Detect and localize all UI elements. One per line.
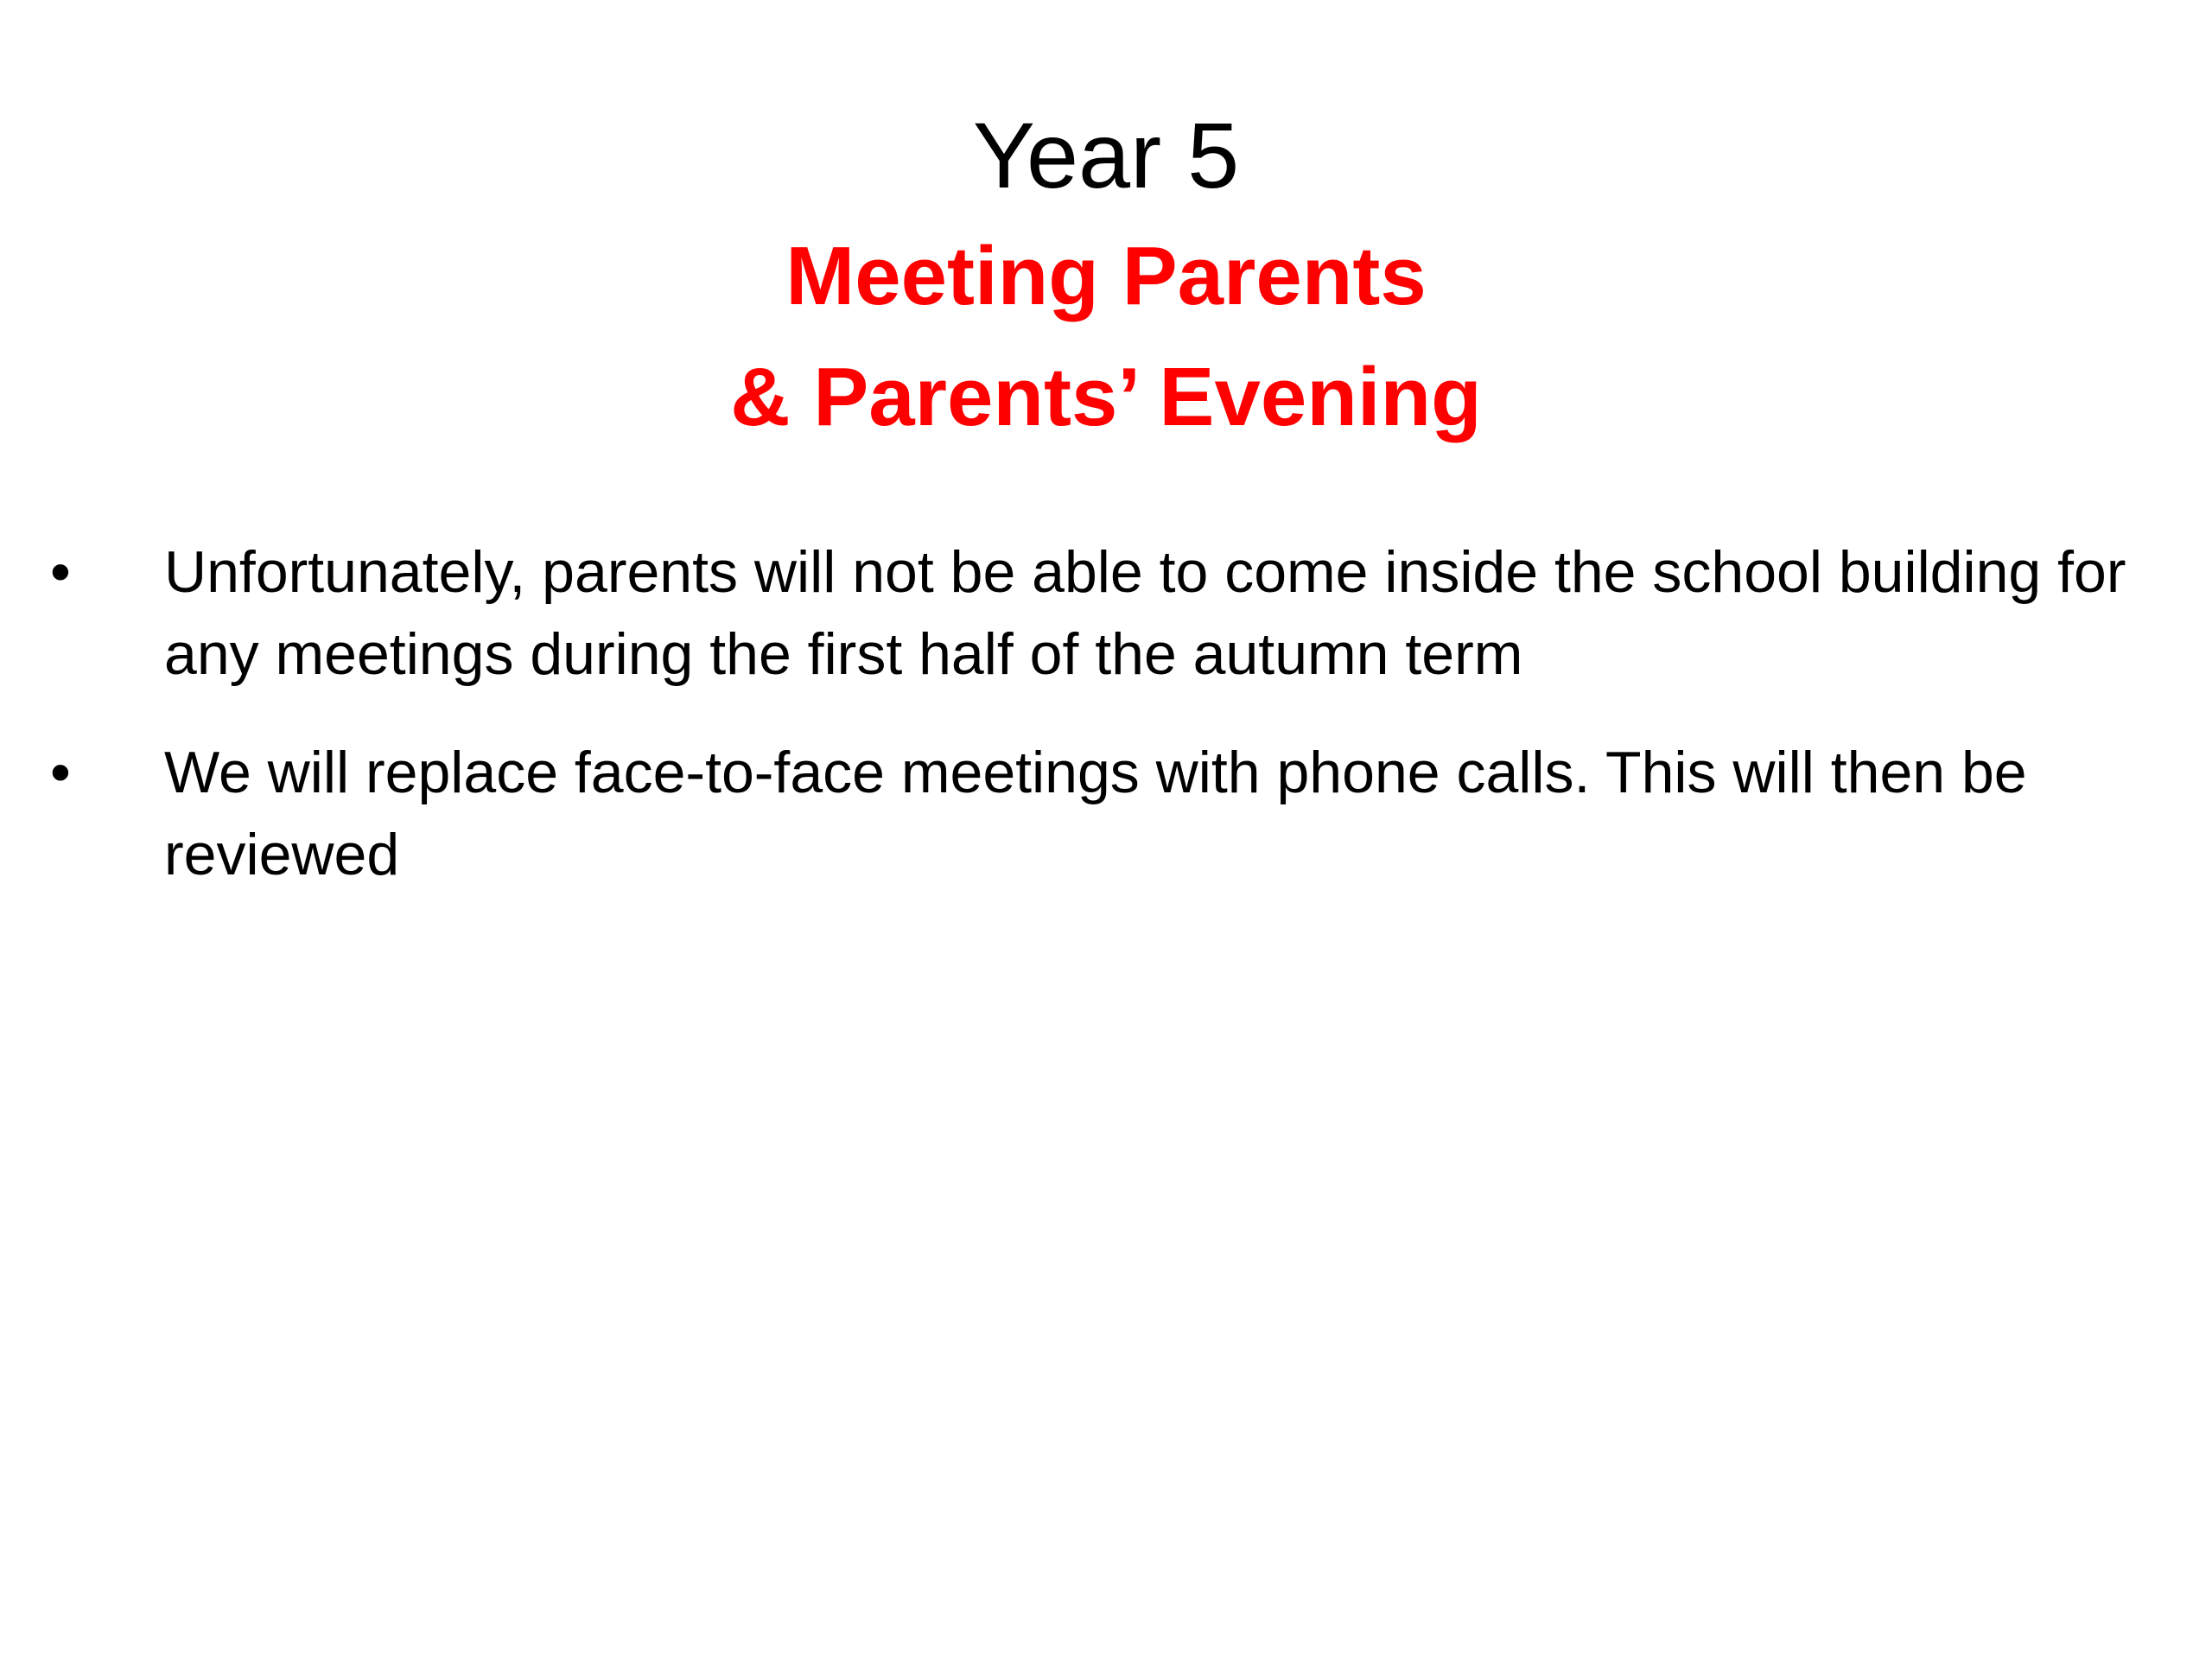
title-block xyxy=(0,95,2212,458)
bullet-marker: • xyxy=(50,539,71,605)
slide-subtitle-line-1: Meeting Parents xyxy=(785,230,1427,322)
bullet-list xyxy=(0,531,2212,932)
bullet-item xyxy=(0,732,2212,896)
bullet-item xyxy=(0,531,2212,696)
bullet-marker: • xyxy=(50,740,71,805)
bullet-text: We will replace face-to-face meetings with phone calls. This will then be reviewed xyxy=(164,740,2027,887)
bullet-text: Unfortunately, parents will not be able to come inside the school building for any meetings during the first half of the autumn term xyxy=(164,539,2126,687)
slide-subtitle-line-2: & Parents’ Evening xyxy=(730,351,1482,443)
slide-title: Year 5 xyxy=(972,103,1240,207)
